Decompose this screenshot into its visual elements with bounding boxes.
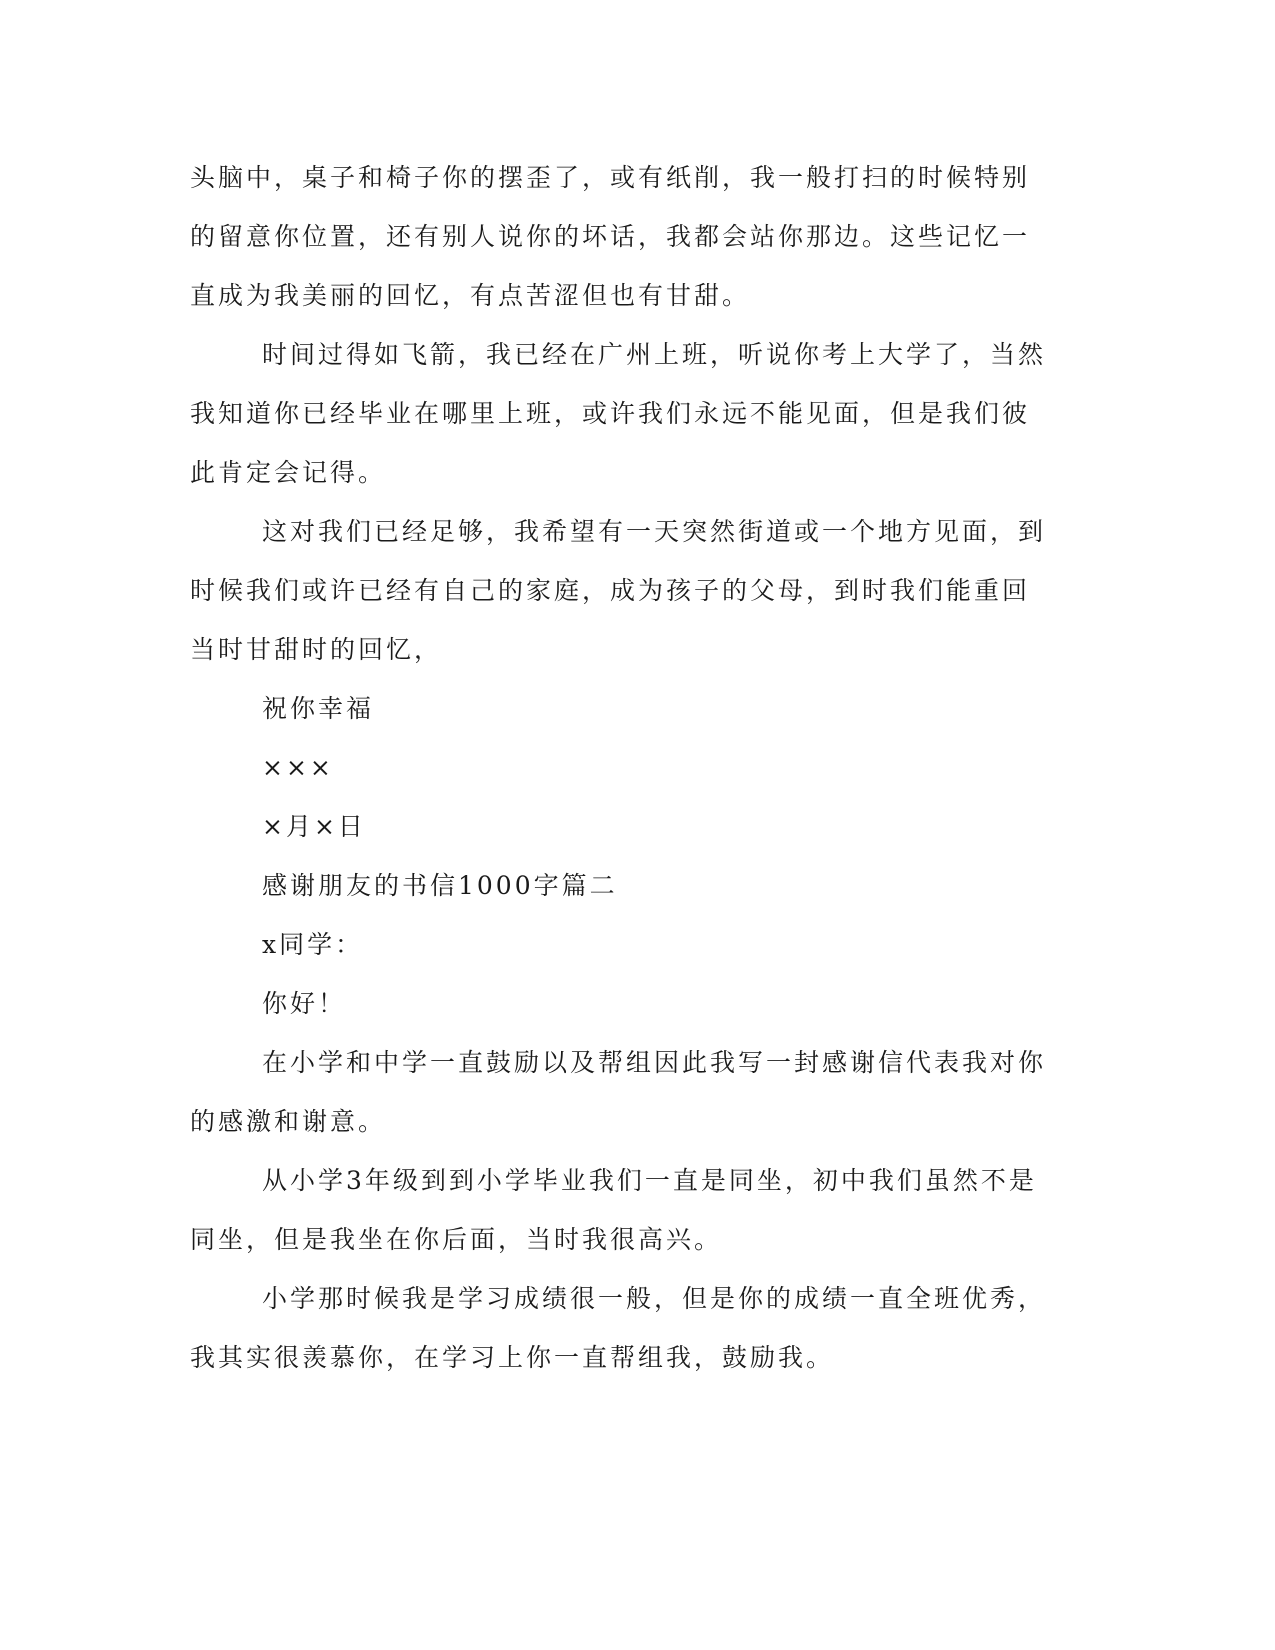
salutation: x同学： — [262, 930, 364, 959]
text-line: 此肯定会记得。 — [190, 458, 387, 487]
text-line: 头脑中，桌子和椅子你的摆歪了，或有纸削，我一般打扫的时候特别 — [190, 163, 1031, 192]
text-line: 当时甘甜时的回忆， — [190, 635, 443, 664]
greeting: 你好！ — [262, 989, 347, 1018]
closing-wish: 祝你幸福 — [262, 694, 375, 723]
signature-date: ×月×日 — [262, 812, 366, 841]
section-title: 感谢朋友的书信1000字篇二 — [262, 871, 618, 900]
paragraph-first-line: 从小学3年级到到小学毕业我们一直是同坐，初中我们虽然不是 — [262, 1166, 1037, 1195]
paragraph-first-line: 这对我们已经足够，我希望有一天突然街道或一个地方见面，到 — [262, 517, 1047, 546]
paragraph-first-line: 在小学和中学一直鼓励以及帮组因此我写一封感谢信代表我对你 — [262, 1048, 1047, 1077]
text-line: 我其实很羡慕你，在学习上你一直帮组我，鼓励我。 — [190, 1343, 835, 1372]
paragraph-first-line: 小学那时候我是学习成绩很一般，但是你的成绩一直全班优秀， — [262, 1284, 1047, 1313]
text-line: 直成为我美丽的回忆，有点苦涩但也有甘甜。 — [190, 281, 751, 310]
text-line: 的留意你位置，还有别人说你的坏话，我都会站你那边。这些记忆一 — [190, 222, 1031, 251]
text-line: 时候我们或许已经有自己的家庭，成为孩子的父母，到时我们能重回 — [190, 576, 1031, 605]
text-line: 我知道你已经毕业在哪里上班，或许我们永远不能见面，但是我们彼 — [190, 399, 1031, 428]
paragraph-first-line: 时间过得如飞箭，我已经在广州上班，听说你考上大学了，当然 — [262, 340, 1047, 369]
signature-name: ××× — [262, 753, 334, 782]
text-line: 同坐，但是我坐在你后面，当时我很高兴。 — [190, 1225, 723, 1254]
text-line: 的感激和谢意。 — [190, 1107, 387, 1136]
